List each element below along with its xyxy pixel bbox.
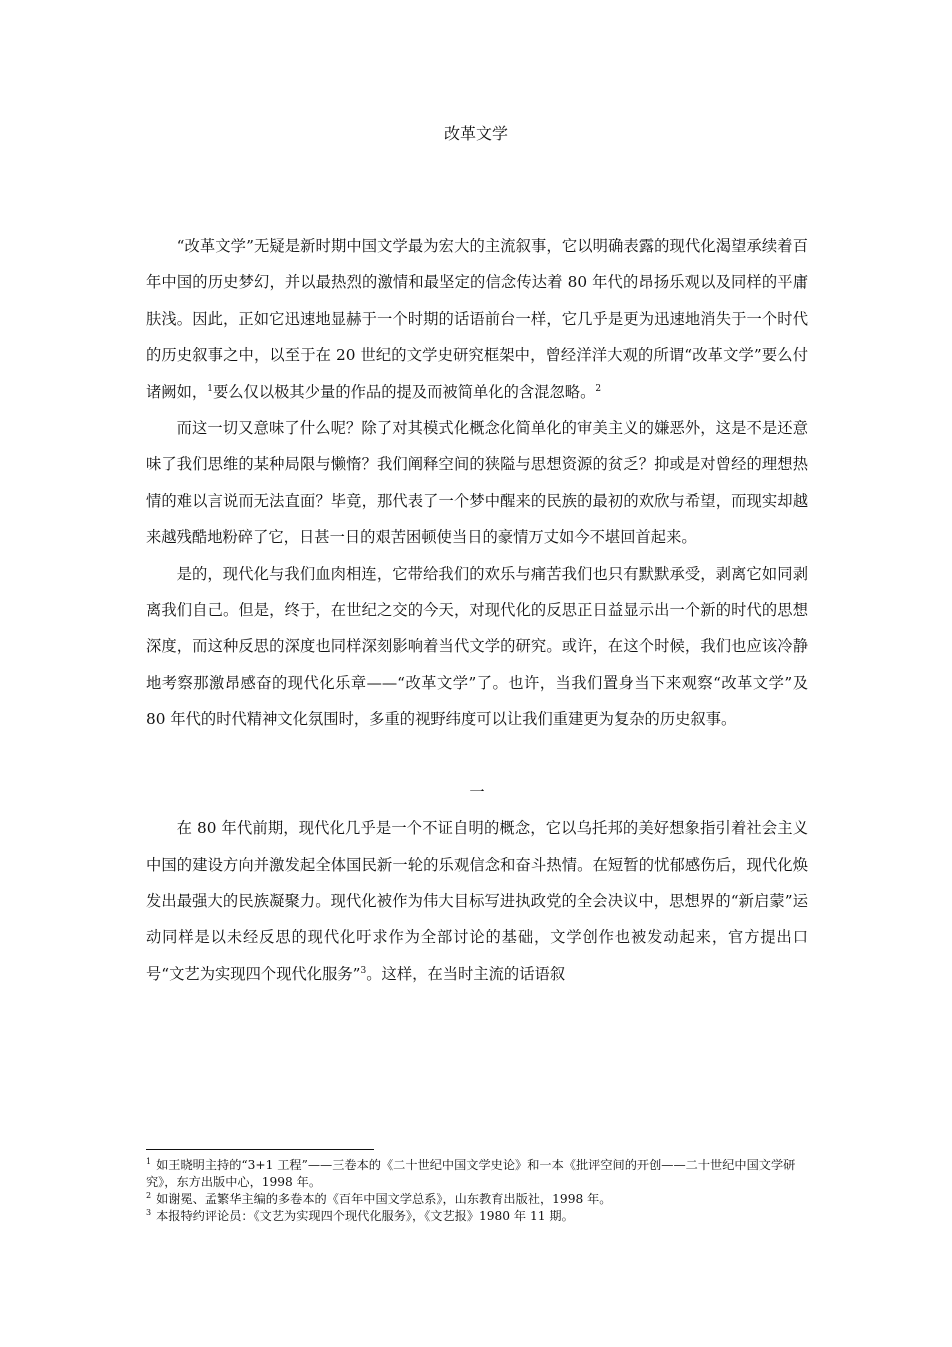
paragraph-4-text-b: 。这样，在当时主流的话语叙: [366, 964, 566, 983]
paragraph-4-text-a: 在 80 年代前期，现代化几乎是一个不证自明的概念，它以乌托邦的美好想象指引着社会主义中国的建设方向并激发起全体国民新一轮的乐观信念和奋斗热情。在短暂的忧郁感伤后，现代化焕发出最强大的民族凝聚力。现代化被作为伟大目标写进执政党的全会决议中，思想界的“新启蒙”运动同样是以未经反思的现代化吁求作为全部讨论的基础，文学创作也被发动起来，官方提出口号“文艺为实现四个现代化服务”: [146, 819, 808, 983]
footnote-ref-3[interactable]: 3: [360, 965, 367, 976]
section-marker: 一: [469, 782, 485, 801]
paragraph-1-text-a: “改革文学”无疑是新时期中国文学最为宏大的主流叙事，它以明确表露的现代化渴望承续着百年中国的历史梦幻，并以最热烈的激情和最坚定的信念传达着 80 年代的昂扬乐观以及同样的平庸肤浅。因此，正如它迅速地显赫于一个时期的话语前台一样，它几乎是更为迅速地消失于一个时代的历史叙事之中，以至于在 20 世纪的文学史研究框架中，曾经洋洋大观的所谓“改革文学”要么付诸阙如，: [146, 237, 808, 401]
footnote-3-text: 本报特约评论员：《文艺为实现四个现代化服务》，《文艺报》1980 年 11 期。: [156, 1209, 574, 1223]
paragraph-2: 而这一切又意味了什么呢？除了对其模式化概念化简单化的审美主义的嫌恶外，这是不是还意味了我们思维的某种局限与懒惰？我们阐释空间的狭隘与思想资源的贫乏？抑或是对曾经的理想热情的难以言说而无法直面？毕竟，那代表了一个梦中醒来的民族的最初的欢欣与希望，而现实却越来越残酷地粉碎了它，日甚一日的艰苦困顿使当日的豪情万丈如今不堪回首起来。: [146, 419, 808, 547]
footnote-2-text: 如谢冕、孟繁华主编的多卷本的《百年中国文学总系》，山东教育出版社，1998 年。: [156, 1192, 612, 1206]
paragraph-1: [146, 228, 808, 410]
footnote-2-number: 2: [146, 1190, 152, 1200]
document-title: 改革文学: [443, 124, 508, 143]
footnote-divider: [146, 1149, 374, 1150]
footnote-2: [146, 1191, 808, 1208]
footnote-1-number: 1: [146, 1156, 152, 1166]
paragraph-1-text-b: 要么仅以极其少量的作品的提及而被简单化的含混忽略。: [212, 382, 596, 401]
footnote-1-text: 如王晓明主持的“3+1 工程”——三卷本的《二十世纪中国文学史论》和一本《批评空间的开创——二十世纪中国文学研究》，东方出版中心，1998 年。: [146, 1158, 796, 1189]
footnote-1: [146, 1157, 808, 1191]
paragraph-3: 是的，现代化与我们血肉相连，它带给我们的欢乐与痛苦我们也只有默默承受，剥离它如同剥离我们自己。但是，终于，在世纪之交的今天，对现代化的反思正日益显示出一个新的时代的思想深度，而这种反思的深度也同样深刻影响着当代文学的研究。或许，在这个时候，我们也应该冷静地考察那激昂感奋的现代化乐章——“改革文学”了。也许，当我们置身当下来观察“改革文学”及 80 年代的时代精神文化氛围时，多重的视野纬度可以让我们重建更为复杂的历史叙事。: [146, 564, 808, 729]
footnote-3-number: 3: [146, 1207, 152, 1217]
footnote-ref-2[interactable]: 2: [595, 383, 602, 394]
footnotes: [146, 1157, 808, 1225]
paragraph-4: [146, 810, 808, 992]
document-body: [146, 228, 808, 992]
footnote-ref-1[interactable]: 1: [207, 383, 213, 394]
footnote-3: [146, 1208, 808, 1225]
